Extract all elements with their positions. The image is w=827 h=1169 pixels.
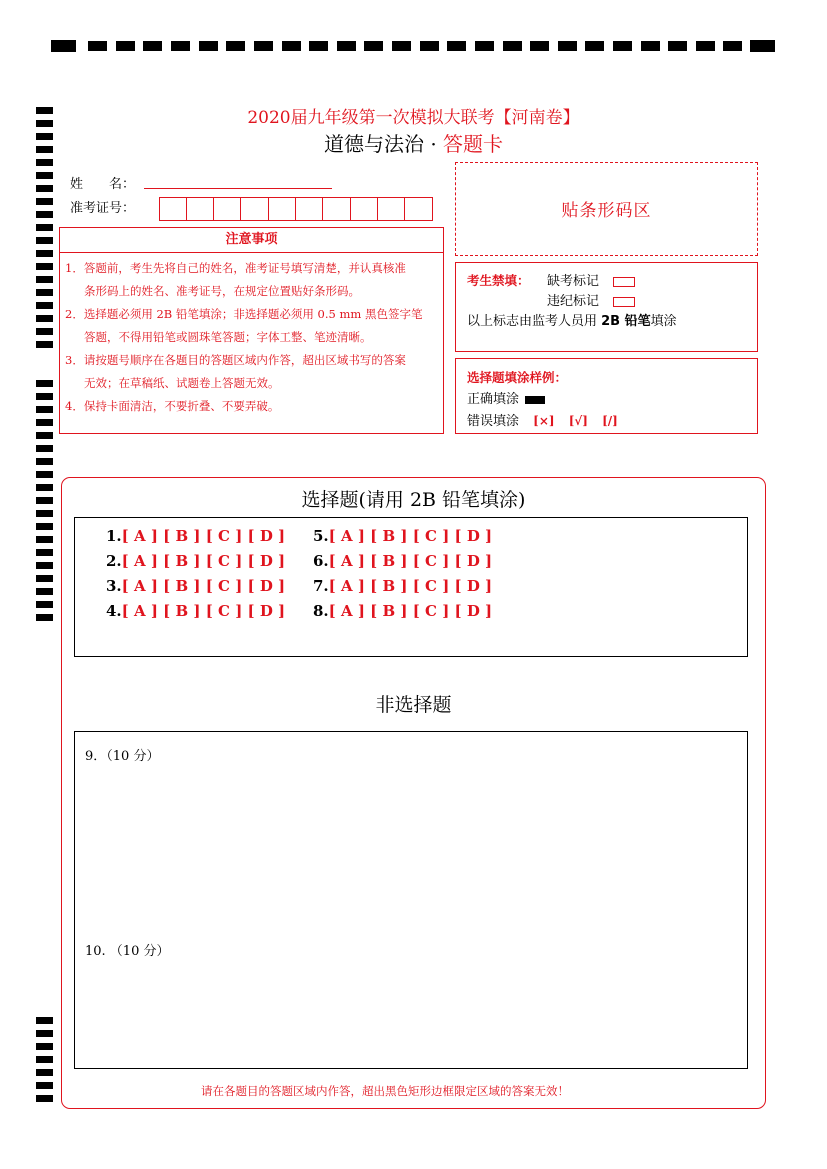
footer-warning: 请在各题目的答题区域内作答，超出黑色矩形边框限定区域的答案无效！ xyxy=(201,1084,569,1098)
question-row-8[interactable] xyxy=(313,602,492,620)
name-label: 姓 名： xyxy=(70,177,136,192)
id-digit-box[interactable] xyxy=(295,197,323,221)
notice-item: 无效；在草稿纸、试题卷上答题无效。 xyxy=(84,376,280,390)
wrong-fill-label: 错误填涂 xyxy=(467,414,520,429)
question-row-4[interactable] xyxy=(106,602,285,620)
id-digit-box[interactable] xyxy=(377,197,405,221)
violation-checkbox[interactable] xyxy=(613,297,635,307)
question-row-5[interactable] xyxy=(313,527,492,545)
answer-options[interactable]: [ A ] [ B ] [ C ] [ D ] xyxy=(328,602,493,620)
answer-options[interactable]: [ A ] [ B ] [ C ] [ D ] xyxy=(121,552,286,570)
answer-options[interactable]: [ A ] [ B ] [ C ] [ D ] xyxy=(121,602,286,620)
answer-options[interactable]: [ A ] [ B ] [ C ] [ D ] xyxy=(121,577,286,595)
notice-item: 2．选择题必须用 2B 铅笔填涂；非选择题必须用 0.5 mm 黑色签字笔 xyxy=(65,307,423,321)
question-number: 8. xyxy=(313,602,329,620)
id-digit-box[interactable] xyxy=(268,197,296,221)
notice-item: 3．请按题号顺序在各题目的答题区域内作答，超出区域书写的答案 xyxy=(65,353,406,367)
question-number: 5. xyxy=(313,527,329,545)
absent-label: 缺考标记 xyxy=(547,274,600,289)
correct-fill-label: 正确填涂 xyxy=(467,392,520,407)
id-digit-box[interactable] xyxy=(350,197,378,221)
absent-mark-row xyxy=(547,270,635,289)
id-digit-box[interactable] xyxy=(322,197,351,221)
id-digit-box[interactable] xyxy=(186,197,214,221)
correct-fill-sample xyxy=(525,396,545,404)
notice-list xyxy=(60,253,443,418)
answer-options[interactable]: [ A ] [ B ] [ C ] [ D ] xyxy=(328,577,493,595)
question-number: 3. xyxy=(106,577,122,595)
answer-options[interactable]: [ A ] [ B ] [ C ] [ D ] xyxy=(121,527,286,545)
answer-options[interactable]: [ A ] [ B ] [ C ] [ D ] xyxy=(328,527,493,545)
forbidden-note-bold: 2B 铅笔 xyxy=(601,314,651,329)
card-type: 答题卡 xyxy=(443,132,504,156)
subject-name: 道德与法治 xyxy=(323,132,424,156)
notice-item: 条形码上的姓名、准考证号，在规定位置贴好条形码。 xyxy=(84,284,360,298)
notice-box xyxy=(59,227,444,434)
violation-label: 违纪标记 xyxy=(547,294,600,309)
question-10-label: 10. （10 分） xyxy=(85,944,170,959)
question-row-2[interactable] xyxy=(106,552,285,570)
fill-example-box xyxy=(455,358,758,434)
forbidden-note xyxy=(467,310,677,329)
forbidden-note-suffix: 填涂 xyxy=(650,314,677,329)
forbidden-title: 考生禁填： xyxy=(467,273,530,288)
choice-section-title: 选择题(请用 2B 铅笔填涂) xyxy=(301,489,526,511)
question-number: 2. xyxy=(106,552,122,570)
wrong-mark-x: [×] xyxy=(533,414,555,428)
subject-title xyxy=(0,128,827,157)
question-number: 6. xyxy=(313,552,329,570)
name-input-line[interactable] xyxy=(144,188,332,189)
question-row-1[interactable] xyxy=(106,527,285,545)
violation-mark-row xyxy=(547,290,635,309)
exam-title: 2020届九年级第一次模拟大联考【河南卷】 xyxy=(247,108,580,128)
question-row-7[interactable] xyxy=(313,577,492,595)
wrong-fill-row xyxy=(467,410,618,429)
fill-example-title: 选择题填涂样例： xyxy=(467,370,568,385)
question-number: 1. xyxy=(106,527,122,545)
notice-item: 答题，不得用铅笔或圆珠笔答题；字体工整、笔迹清晰。 xyxy=(84,330,372,344)
wrong-mark-check: [√] xyxy=(568,414,588,428)
correct-fill-row xyxy=(467,388,545,407)
barcode-label: 贴条形码区 xyxy=(561,201,652,221)
answer-options[interactable]: [ A ] [ B ] [ C ] [ D ] xyxy=(328,552,493,570)
id-digit-box[interactable] xyxy=(159,197,187,221)
notice-item: 1．答题前，考生先将自己的姓名，准考证号填写清楚，并认真核准 xyxy=(65,261,406,275)
id-digit-box[interactable] xyxy=(404,197,433,221)
id-digit-box[interactable] xyxy=(240,197,269,221)
barcode-area[interactable] xyxy=(455,162,758,256)
question-row-6[interactable] xyxy=(313,552,492,570)
question-number: 4. xyxy=(106,602,122,620)
question-number: 7. xyxy=(313,577,329,595)
wrong-mark-slash: [/] xyxy=(602,414,618,428)
forbidden-box xyxy=(455,262,758,352)
non-choice-section-title: 非选择题 xyxy=(375,694,452,716)
notice-item: 4．保持卡面清洁，不要折叠、不要弄破。 xyxy=(65,399,280,413)
absent-checkbox[interactable] xyxy=(613,277,635,287)
id-digit-box[interactable] xyxy=(213,197,241,221)
notice-title: 注意事项 xyxy=(60,228,443,253)
non-choice-answer-box[interactable] xyxy=(74,731,748,1069)
question-row-3[interactable] xyxy=(106,577,285,595)
question-9-label: 9．（10 分） xyxy=(85,749,160,764)
id-label: 准考证号： xyxy=(70,201,136,216)
forbidden-note-prefix: 以上标志由监考人员用 xyxy=(467,314,602,329)
title-dot: · xyxy=(430,132,437,156)
